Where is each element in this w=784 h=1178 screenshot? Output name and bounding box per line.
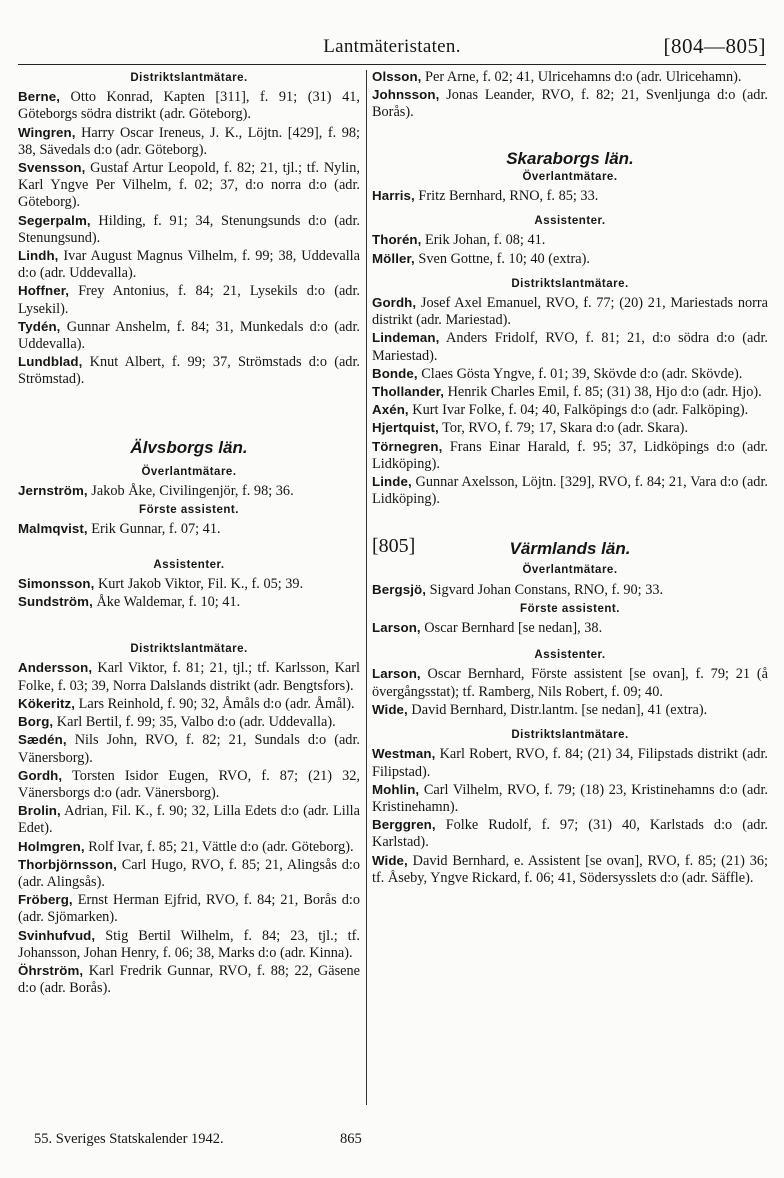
person-entry [372,329,768,364]
county-heading-row [372,536,768,560]
person-name: Fröberg, [18,892,73,908]
person-details: Knut Albert, f. 99; 37, Strömstads d:o (adr. Strömstad). [18,354,360,388]
running-title: Lantmäteristaten. [323,36,461,57]
person-name: Thollander, [372,384,445,400]
section-heading: Assistenter. [534,649,606,662]
person-entry [372,86,768,121]
person-entry [18,212,360,247]
person-details: Gunnar Anshelm, f. 84; 31, Munkedals d:o (adr. Uddevalla). [18,318,360,353]
person-details: Jonas Leander, RVO, f. 82; 21, Svenljunga d:o (adr. Borås). [372,87,768,121]
person-entry [18,891,360,926]
person-details: Henrik Charles Emil, f. 85; (31) 38, Hjo d:o (adr. Hjo). [444,384,762,401]
right-column [372,68,768,887]
section-heading: Förste assistent. [520,602,620,615]
person-entry [18,247,360,282]
person-details: Kurt Jakob Viktor, Fil. K., f. 05; 39. [94,575,304,592]
person-details: Tor, RVO, f. 79; 17, Skara d:o (adr. Skara). [438,420,689,437]
section-heading: Förste assistent. [139,504,239,517]
person-entry [372,68,768,86]
person-details: Ivar August Magnus Vilhelm, f. 99; 38, Uddevalla d:o (adr. Uddevalla). [18,248,360,282]
person-entry [372,619,768,637]
person-details: Kurt Ivar Folke, f. 04; 40, Falköpings d:o (adr. Falköping). [408,402,749,419]
person-entry [18,659,360,694]
person-details: Harry Oscar Ireneus, J. K., Löjtn. [429], f. 98; 38, Sävedals d:o (adr. Göteborg). [18,124,360,158]
person-details: Hilding, f. 91; 34, Stenungsunds d:o (adr. Stenungsund). [18,212,360,246]
person-entry [18,593,360,611]
person-details: Torsten Isidor Eugen, RVO, f. 87; (21) 32, Vänersborgs d:o (adr. Vänersborg). [18,767,360,801]
person-details: Anders Fridolf, RVO, f. 81; 21, d:o södra d:o (adr. Mariestad). [372,330,768,364]
person-entry [18,159,360,212]
person-entry [18,767,360,802]
person-name: Berggren, [372,817,436,833]
person-entry [18,731,360,766]
person-entry [372,294,768,329]
section-heading: Överlantmätare. [522,170,618,183]
person-name: Wingren, [18,124,76,140]
county-heading: Skaraborgs län. [506,148,634,168]
person-entry [18,695,360,713]
person-name: Bergsjö, [372,581,427,597]
person-name: Linde, [372,474,412,490]
person-name: Simonsson, [18,575,95,591]
person-details: Josef Axel Emanuel, RVO, f. 77; (20) 21, Mariestads norra distrikt (adr. Mariestad). [372,295,768,329]
person-details: Erik Johan, f. 08; 41. [421,232,546,249]
page-range: [804—805] [663,34,766,58]
person-entry [372,473,768,508]
person-details: Rolf Ivar, f. 85; 21, Vättle d:o (adr. Göteborg). [84,838,354,855]
section-heading: Assistenter. [153,558,225,571]
person-details: Karl Bertil, f. 99; 35, Valbo d:o (adr. Uddevalla). [53,714,336,731]
person-entry [372,852,768,887]
page-header [18,34,766,62]
person-name: Törnegren, [372,438,443,454]
section-heading: Överlantmätare. [522,564,618,577]
person-name: Hoffner, [18,283,70,299]
person-entry [18,318,360,353]
section-heading: Distriktslantmätare. [130,72,248,84]
person-entry [18,856,360,891]
person-entry [372,816,768,851]
person-entry [372,665,768,700]
person-name: Larson, [372,666,421,682]
person-name: Axén, [372,402,409,418]
person-name: Jernström, [18,483,88,499]
person-details: Ernst Herman Ejfrid, RVO, f. 84; 21, Borås d:o (adr. Sjömarken). [18,892,360,926]
person-details: Lars Reinhold, f. 90; 32, Åmåls d:o (adr. Åmål). [75,695,355,712]
person-name: Öhrström, [18,962,84,978]
person-entry [372,581,768,599]
person-entry [372,419,768,437]
person-entry [18,713,360,731]
section-heading: Distriktslantmätare. [511,729,629,742]
county-heading: Värmlands län. [509,539,631,559]
person-entry [372,745,768,780]
person-details: Stig Bertil Wilhelm, f. 84; 23, tjl.; tf. Johansson, Johan Henry, f. 06; 38, Marks d:o (adr. Kinna). [18,927,360,961]
person-entry [18,124,360,159]
person-details: Carl Vilhelm, RVO, f. 79; (18) 23, Kristinehamns d:o (adr. Kristinehamn). [372,781,768,815]
person-details: Erik Gunnar, f. 07; 41. [87,521,221,538]
person-entry [18,88,360,123]
person-details: Claes Gösta Yngve, f. 01; 39, Skövde d:o (adr. Skövde). [417,365,743,382]
person-details: Oscar Bernhard [se nedan], 38. [420,620,603,637]
person-name: Lundblad, [18,354,83,370]
person-entry [372,365,768,383]
person-entry [18,838,360,856]
person-details: Per Arne, f. 02; 41, Ulricehamns d:o (adr. Ulricehamn). [421,69,742,85]
person-entry [18,927,360,962]
person-entry [372,401,768,419]
person-name: Wide, [372,852,408,868]
person-name: Johnsson, [372,87,440,103]
person-entry [18,520,360,538]
person-entry [18,575,360,593]
person-name: Sædén, [18,732,67,748]
person-name: Tydén, [18,318,61,334]
person-entry [372,383,768,401]
person-name: Lindeman, [372,330,440,346]
person-name: Bonde, [372,365,418,381]
person-details: Nils John, RVO, f. 82; 21, Sundals d:o (adr. Vänersborg). [18,732,360,766]
page-marker: [805] [372,535,416,558]
person-name: Borg, [18,714,54,730]
person-name: Thorén, [372,232,422,248]
person-entry [372,231,768,249]
person-name: Gordh, [18,767,63,783]
person-details: Fritz Bernhard, RNO, f. 85; 33. [414,188,599,205]
person-details: David Bernhard, e. Assistent [se ovan], RVO, f. 85; (21) 36; tf. Åseby, Yngve Rickard, f. 06; 41, Södersysslets d:o (adr. Säffle). [372,852,768,886]
person-details: Jakob Åke, Civilingenjör, f. 98; 36. [87,483,294,500]
person-entry [18,962,360,997]
person-entry [372,701,768,719]
person-details: Karl Viktor, f. 81; 21, tjl.; tf. Karlsson, Karl Folke, f. 03; 39, Norra Dalslands distrikt (adr. Bengtsfors). [18,660,360,694]
section-heading: Assistenter. [534,215,606,228]
person-details: Folke Rudolf, f. 97; (31) 40, Karlstads d:o (adr. Karlstad). [372,817,768,851]
person-name: Sundström, [18,594,93,610]
section-heading: Distriktslantmätare. [511,277,629,290]
person-details: Sven Gottne, f. 10; 40 (extra). [414,250,590,267]
person-entry [18,482,360,500]
person-details: Gunnar Axelsson, Löjtn. [329], RVO, f. 84; 21, Vara d:o (adr. Lidköping). [372,474,768,508]
person-name: Brolin, [18,803,61,819]
header-rule [18,64,766,65]
person-name: Holmgren, [18,838,85,854]
person-name: Malmqvist, [18,521,88,537]
person-name: Mohlin, [372,781,420,797]
county-heading: Älvsborgs län. [130,437,248,457]
person-name: Larson, [372,620,421,636]
person-name: Harris, [372,188,415,204]
section-heading: Överlantmätare. [141,465,237,478]
person-entry [372,187,768,205]
person-details: Gustaf Artur Leopold, f. 82; 21, tjl.; tf. Nylin, Karl Yngve Per Vilhelm, f. 02; 37, d:o norra d:o (adr. Göteborg). [18,160,360,211]
person-entry [372,438,768,473]
column-divider [366,70,367,1105]
person-name: Hjertquist, [372,420,439,436]
person-details: Frey Antonius, f. 84; 21, Lysekils d:o (adr. Lysekil). [18,283,360,317]
person-name: Andersson, [18,660,93,676]
person-name: Segerpalm, [18,212,91,228]
person-name: Lindh, [18,248,59,264]
person-entry [18,353,360,388]
person-details: Oscar Bernhard, Förste assistent [se ovan], f. 79; 21 (å övergångsstat); tf. Ramberg, Nils Robert, f. 09; 40. [372,666,768,700]
person-details: Frans Einar Harald, f. 95; 37, Lidköpings d:o (adr. Lidköping). [372,438,768,472]
page-footer [34,1131,362,1148]
person-name: Olsson, [372,69,422,84]
person-name: Berne, [18,89,60,105]
section-heading: Distriktslantmätare. [130,643,248,656]
person-name: Gordh, [372,295,417,311]
person-details: Karl Robert, RVO, f. 84; (21) 34, Filipstads distrikt (adr. Filipstad). [372,746,768,780]
person-name: Thorbjörnsson, [18,856,117,872]
person-name: Möller, [372,250,415,266]
person-entry [372,781,768,816]
person-entry [372,250,768,268]
person-details: Adrian, Fil. K., f. 90; 32, Lilla Edets d:o (adr. Lilla Edet). [18,803,360,837]
person-details: Otto Konrad, Kapten [311], f. 91; (31) 41, Göteborgs södra distrikt (adr. Göteborg). [18,89,360,123]
person-details: Sigvard Johan Constans, RNO, f. 90; 33. [426,581,664,598]
person-name: Wide, [372,701,408,717]
person-name: Westman, [372,746,436,762]
person-name: Kökeritz, [18,695,76,711]
person-details: Carl Hugo, RVO, f. 85; 21, Alingsås d:o (adr. Alingsås). [18,856,360,890]
left-column [18,68,360,997]
footer-imprint: 55. Sveriges Statskalender 1942. [34,1131,224,1147]
person-details: Åke Waldemar, f. 10; 41. [92,594,241,611]
person-details: Karl Fredrik Gunnar, RVO, f. 88; 22, Gäsene d:o (adr. Borås). [18,962,360,997]
person-name: Svensson, [18,160,86,176]
person-entry [18,282,360,317]
person-name: Svinhufvud, [18,927,96,943]
person-details: David Bernhard, Distr.lantm. [se nedan], 41 (extra). [407,701,708,718]
footer-page-number: 865 [340,1131,362,1147]
person-entry [18,802,360,837]
